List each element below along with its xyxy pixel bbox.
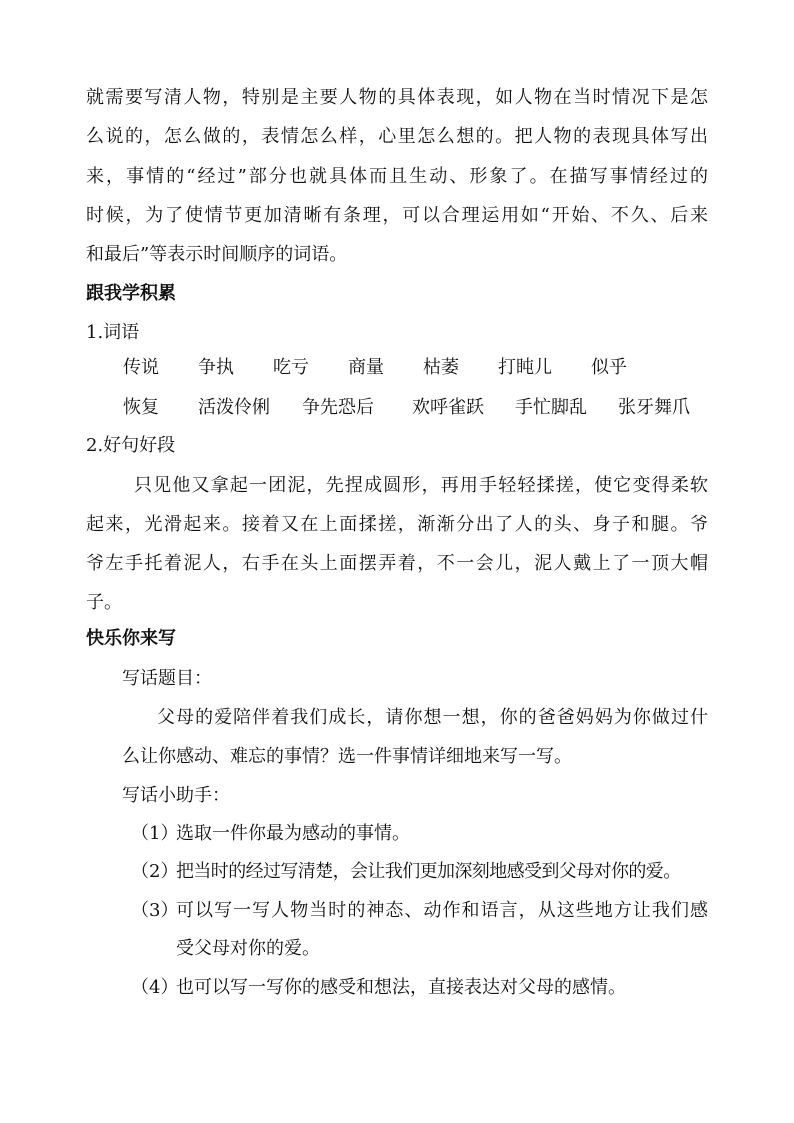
- vocab-word: 活泼伶俐: [198, 397, 270, 418]
- helper-label: 写话小助手：: [122, 785, 230, 806]
- topic-line-1: 父母的爱陪伴着我们成长，请你想一想，你的爸爸妈妈为你做过什: [157, 707, 708, 728]
- sentences-heading: 2.好句好段: [86, 435, 176, 456]
- tip-text-3-line-1: 可以写一写人物当时的神态、动作和语言，从这些地方让我们感: [176, 900, 708, 921]
- vocab-word: 争先恐后: [302, 397, 374, 418]
- tip-number-2: （2）: [131, 861, 179, 882]
- intro-line-4: 时候，为了使情节更加清晰有条理，可以合理运用如“开始、不久、后来: [86, 205, 708, 226]
- vocab-word: 手忙脚乱: [515, 397, 587, 418]
- vocab-word: 吃亏: [273, 357, 309, 378]
- intro-line-1: 就需要写清人物，特别是主要人物的具体表现，如人物在当时情况下是怎: [86, 87, 708, 108]
- vocab-word: 传说: [123, 357, 159, 378]
- vocab-heading: 1.词语: [86, 322, 140, 343]
- intro-line-2: 么说的，怎么做的，表情怎么样，心里怎么想的。把人物的表现具体写出: [86, 126, 708, 147]
- vocab-word: 张牙舞爪: [618, 397, 690, 418]
- tip-number-4: （4）: [131, 977, 179, 998]
- tip-text-2: 把当时的经过写清楚，会让我们更加深刻地感受到父母对你的爱。: [176, 861, 681, 882]
- topic-line-2: 么让你感动、难忘的事情？选一件事情详细地来写一写。: [122, 746, 572, 767]
- vocab-word: 恢复: [123, 397, 159, 418]
- vocab-row-1: [0, 356, 794, 380]
- passage-line-1: 只见他又拿起一团泥，先捏成圆形，再用手轻轻揉搓，使它变得柔软: [134, 475, 708, 496]
- vocab-word: 打盹儿: [498, 357, 552, 378]
- intro-line-5: 和最后”等表示时间顺序的词语。: [86, 244, 348, 265]
- tip-text-4: 也可以写一写你的感受和想法，直接表达对父母的感情。: [176, 977, 626, 998]
- tip-number-3: （3）: [131, 900, 179, 921]
- vocab-word: 枯萎: [423, 357, 459, 378]
- vocab-word: 似乎: [591, 357, 627, 378]
- tip-text-3-line-2: 受父母对你的爱。: [176, 938, 320, 959]
- vocab-word: 争执: [198, 357, 234, 378]
- passage-line-2: 起来，光滑起来。接着又在上面揉搓，渐渐分出了人的头、身子和腿。爷: [86, 514, 708, 535]
- vocab-row-2: [0, 396, 794, 420]
- tip-text-1: 选取一件你最为感动的事情。: [176, 823, 410, 844]
- vocab-word: 欢呼雀跃: [412, 397, 484, 418]
- topic-label: 写话题目：: [122, 668, 212, 689]
- vocab-word: 商量: [348, 357, 384, 378]
- intro-line-3: 来，事情的“经过”部分也就具体而且生动、形象了。在描写事情经过的: [86, 166, 708, 187]
- passage-line-3: 爷左手托着泥人，右手在头上面摆弄着，不一会儿，泥人戴上了一顶大帽: [86, 553, 708, 574]
- section-title-accumulate: 跟我学积累: [86, 283, 176, 304]
- passage-line-4: 子。: [86, 592, 122, 613]
- section-title-write: 快乐你来写: [86, 628, 176, 649]
- tip-number-1: （1）: [131, 823, 179, 844]
